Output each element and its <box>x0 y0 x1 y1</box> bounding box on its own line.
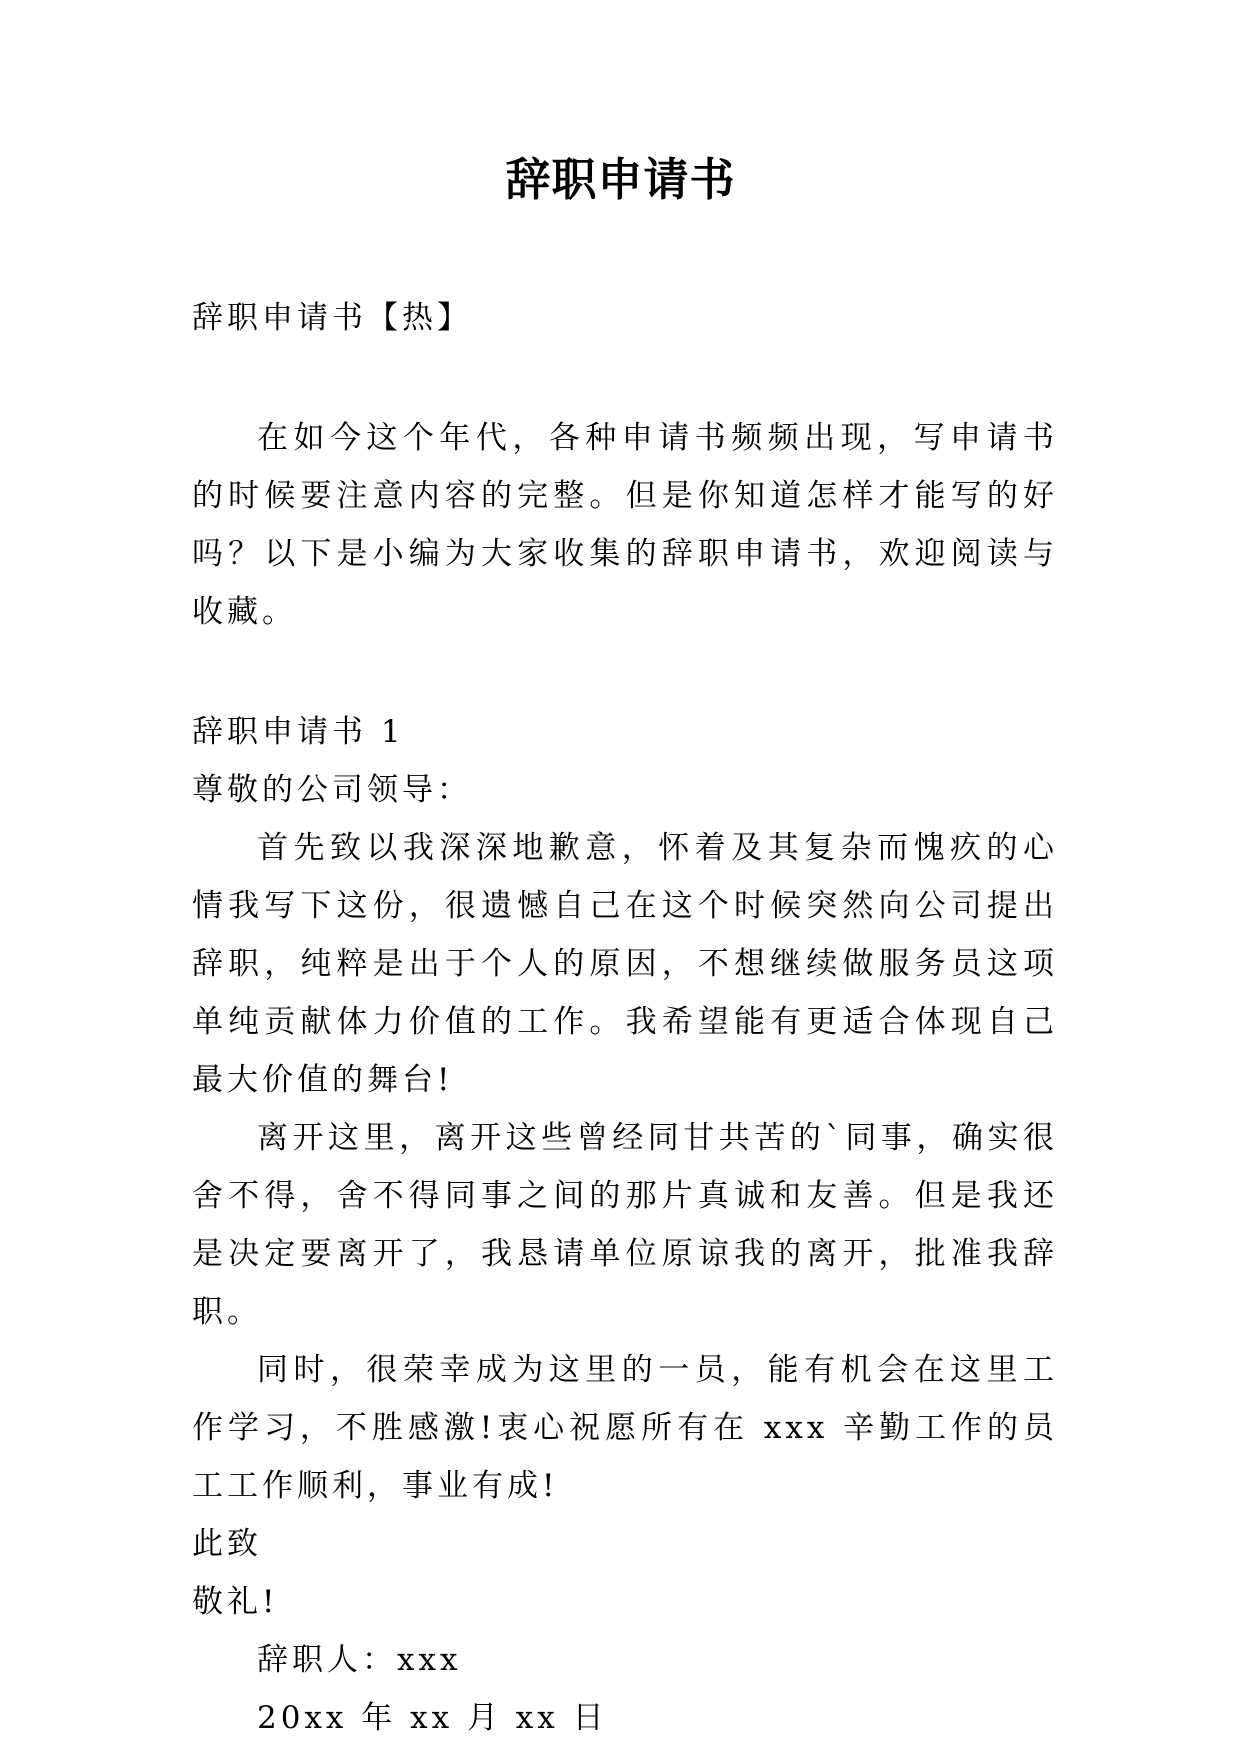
letter-heading: 辞职申请书 1 <box>192 714 405 750</box>
intro-paragraph: 在如今这个年代，各种申请书频频出现，写申请书的时候要注意内容的完整。但是你知道怎样才能写的好吗？以下是小编为大家收集的辞职申请书，欢迎阅读与收藏。 <box>192 420 1058 630</box>
letter-closing-1: 此致 <box>192 1526 262 1562</box>
letter-closing-2: 敬礼! <box>192 1584 279 1620</box>
letter-salutation: 尊敬的公司领导： <box>192 772 472 808</box>
letter-paragraph-3: 同时，很荣幸成为这里的一员，能有机会在这里工作学习，不胜感激!衷心祝愿所有在 xxx 辛勤工作的员工工作顺利，事业有成! <box>192 1352 1058 1504</box>
letter-date: 20xx 年 xx 月 xx 日 <box>257 1700 608 1736</box>
document-body <box>192 289 1058 1747</box>
spacer <box>192 347 1058 409</box>
letter-signature: 辞职人：xxx <box>257 1642 462 1678</box>
letter-paragraph-1: 首先致以我深深地歉意，怀着及其复杂而愧疚的心情我写下这份，很遗憾自己在这个时候突然向公司提出辞职，纯粹是出于个人的原因，不想继续做服务员这项单纯贡献体力价值的工作。我希望能有更适合体现自己最大价值的舞台! <box>192 830 1058 1098</box>
document-subtitle: 辞职申请书【热】 <box>192 300 472 336</box>
spacer <box>192 641 1058 703</box>
letter-paragraph-2: 离开这里，离开这些曾经同甘共苦的`同事，确实很舍不得，舍不得同事之间的那片真诚和友善。但是我还是决定要离开了，我恳请单位原谅我的离开，批准我辞职。 <box>192 1120 1058 1330</box>
document-title: 辞职申请书 <box>505 153 736 206</box>
